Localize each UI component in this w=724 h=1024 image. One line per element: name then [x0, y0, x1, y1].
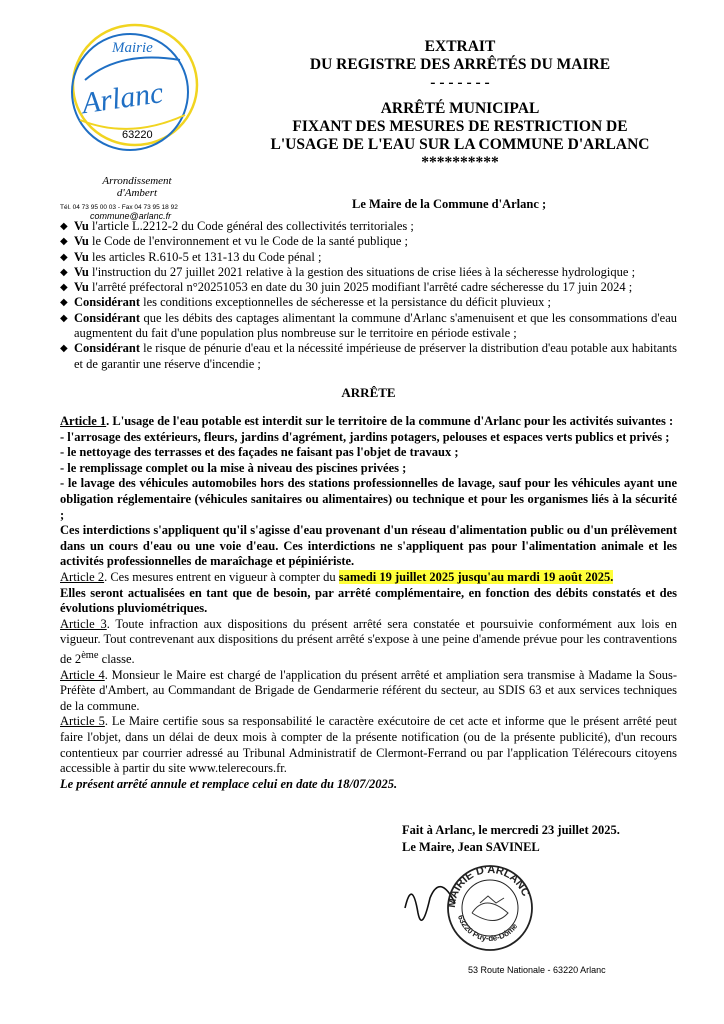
email-address: commune@arlanc.fr — [90, 211, 172, 221]
diamond-bullet-icon: ◆ — [60, 297, 68, 309]
consideration-text: les conditions exceptionnelles de sécheresse et la persistance du déficit pluvieux ; — [139, 295, 551, 310]
header-line5: L'USAGE DE L'EAU SUR LA COMMUNE D'ARLANC — [270, 136, 650, 153]
diamond-bullet-icon: ◆ — [60, 251, 68, 263]
consideration-item — [60, 265, 677, 280]
consideration-text: les articles R.610-5 et 131-13 du Code pénal ; — [88, 249, 322, 264]
footer-address: 53 Route Nationale - 63220 Arlanc — [468, 965, 606, 975]
document-header — [250, 38, 670, 172]
consideration-lead: Vu — [74, 264, 89, 279]
article3-sup: ème — [81, 649, 99, 661]
article5 — [60, 714, 677, 776]
mayor-intro: Le Maire de la Commune d'Arlanc ; — [352, 197, 547, 211]
consideration-lead: Considérant — [74, 310, 140, 325]
article3 — [60, 617, 677, 668]
consideration-lead: Vu — [74, 249, 89, 264]
article2 — [60, 570, 677, 586]
consideration-item — [60, 234, 677, 249]
article2-text: . Ces mesures entrent en vigueur à compter du — [104, 569, 339, 584]
article5-label: Article 5 — [60, 714, 105, 729]
considerations-list — [60, 219, 677, 372]
consideration-text: le Code de l'environnement et vu le Code de la santé publique ; — [88, 234, 409, 249]
consideration-item — [60, 311, 677, 342]
consideration-lead: Considérant — [74, 295, 140, 310]
consideration-text: l'arrêté préfectoral n°20251053 en date du 30 juin 2025 modifiant l'arrêté cadre sécheresse du 17 juin 2024 ; — [88, 280, 633, 295]
consideration-text: l'article L.2212-2 du Code général des collectivités territoriales ; — [88, 219, 414, 233]
articles-section — [60, 414, 677, 792]
ambert-line: d'Ambert — [116, 187, 158, 199]
diamond-bullet-icon: ◆ — [60, 221, 68, 232]
article2-highlight: samedi 19 juillet 2025 jusqu'au mardi 19 août 2025. — [338, 569, 614, 584]
diamond-bullet-icon: ◆ — [60, 236, 68, 248]
logo-mairie-text: Mairie — [112, 40, 153, 56]
consideration-text: que les débits des captages alimentant la commune d'Arlanc s'amenuisent et que les consommations d'eau augmentent du fait d'une population plus nombreuse sur le territoire en période estivale ; — [74, 310, 677, 341]
header-stars: ********** — [421, 154, 499, 171]
consideration-text: le risque de pénurie d'eau et la nécessité impérieuse de préserver la distribution d'eau potable aux habitants et de garantir une réserve d'incendie ; — [74, 341, 677, 371]
article1 — [60, 414, 677, 430]
consideration-lead: Vu — [74, 234, 89, 249]
official-stamp — [400, 858, 550, 958]
logo-postcode: 63220 — [122, 129, 153, 141]
consideration-text: l'instruction du 27 juillet 2021 relative à la gestion des situations de crise liées à la sécheresse hydrologique ; — [88, 264, 636, 279]
place-date: Fait à Arlanc, le mercredi 23 juillet 2025. — [402, 823, 620, 837]
arrete-title: ARRÊTE — [341, 385, 396, 400]
contact-info — [60, 204, 230, 220]
consideration-item — [60, 280, 677, 295]
header-line1: EXTRAIT — [424, 38, 496, 55]
article3-text: . Toute infraction aux dispositions du présent arrêté sera constatée et poursuivie conformément aux lois en vigueur. Tout contrevenant aux dispositions du présent arrêté s'expose à une peine d'amende prévue pour les contraventions de 2 — [60, 616, 677, 667]
mayor-name: Le Maire, Jean SAVINEL — [402, 840, 540, 854]
header-line2: DU REGISTRE DES ARRÊTÉS DU MAIRE — [309, 56, 611, 73]
article1-intro: . L'usage de l'eau potable est interdit sur le territoire de la commune d'Arlanc pour les activités suivantes : — [106, 414, 674, 428]
consideration-lead: Vu — [74, 219, 89, 233]
consideration-item — [60, 341, 677, 372]
header-line4: FIXANT DES MESURES DE RESTRICTION DE — [292, 118, 628, 135]
consideration-lead: Considérant — [74, 341, 140, 356]
consideration-lead: Vu — [74, 280, 89, 295]
logo-arlanc-text: Arlanc — [79, 76, 166, 121]
article1-item: - le nettoyage des terrasses et des façades ne faisant pas l'objet de travaux ; — [60, 445, 459, 460]
signature-block — [402, 822, 620, 856]
article1-item: - le remplissage complet ou la mise à niveau des piscines privées ; — [60, 460, 407, 475]
diamond-bullet-icon: ◆ — [60, 266, 68, 278]
article3-label: Article 3 — [60, 616, 107, 631]
consideration-item — [60, 219, 677, 234]
article3-tail: classe. — [98, 652, 135, 667]
phone-fax: Tél. 04 73 95 00 03 - Fax 04 73 95 18 92 — [60, 204, 178, 211]
header-line3: ARRÊTÉ MUNICIPAL — [380, 100, 540, 117]
article5-text: . Le Maire certifie sous sa responsabilité le caractère exécutoire de cet acte et informe que le présent arrêté peut faire l'objet, dans un délai de deux mois à compter de la présente notification (ou de la présente publicité), d'un recours contentieux par courrier adressé au Tribunal Administratif de Clermont-Ferrand ou par l'application Télérecours citoyens accessible à partir du site www.telerecours.fr. — [60, 714, 677, 776]
article1-item: - le lavage des véhicules automobiles hors des stations professionnelles de lavage, sauf pour les véhicules ayant une obligation réglementaire (véhicules sanitaires ou alimentaires) ou technique et pour les organismes liés à la sécurité ; — [60, 476, 677, 522]
arrondissement-label — [82, 175, 192, 199]
diamond-bullet-icon: ◆ — [60, 312, 68, 324]
article2-bold: Elles seront actualisées en tant que de besoin, par arrêté complémentaire, en fonction des débits constatés et des évolutions pluviométriques. — [60, 585, 677, 616]
article4 — [60, 668, 677, 715]
stamp-top-text: MAIRIE D'ARLANC — [445, 863, 532, 909]
annule-notice: Le présent arrêté annule et remplace celui en date du 18/07/2025. — [60, 776, 398, 791]
article1-label: Article 1 — [60, 414, 107, 428]
arrondissement-line: Arrondissement — [102, 175, 172, 187]
article1-closing: Ces interdictions s'appliquent qu'il s'agisse d'eau provenant d'un réseau d'alimentation public ou d'un prélèvement dans un cours d'eau ou une voie d'eau. Ces interdictions ne s'appliquent pas pour l'alimentation animale et les activités professionnelles de maraîchage et pépiniériste. — [60, 523, 677, 569]
article4-label: Article 4 — [60, 667, 105, 682]
stamp-bottom-text: 63220 Puy-de-Dôme — [456, 913, 520, 943]
mairie-arlanc-logo — [60, 20, 200, 170]
diamond-bullet-icon: ◆ — [60, 282, 68, 294]
article2-label: Article 2 — [60, 569, 105, 584]
diamond-bullet-icon: ◆ — [60, 343, 68, 355]
consideration-item — [60, 250, 677, 265]
consideration-item — [60, 295, 677, 310]
article1-item: - l'arrosage des extérieurs, fleurs, jardins d'agrément, jardins potagers, pelouses et espaces verts publics et privés ; — [60, 429, 670, 444]
header-separator: - - - - - - - — [430, 74, 490, 91]
article4-text: . Monsieur le Maire est chargé de l'application du présent arrêté et ampliation sera transmise à Madame la Sous-Préfète d'Ambert, au Commandant de Brigade de Gendarmerie référent du secteur, au SDIS 63 et aux services techniques de la commune. — [60, 667, 677, 713]
